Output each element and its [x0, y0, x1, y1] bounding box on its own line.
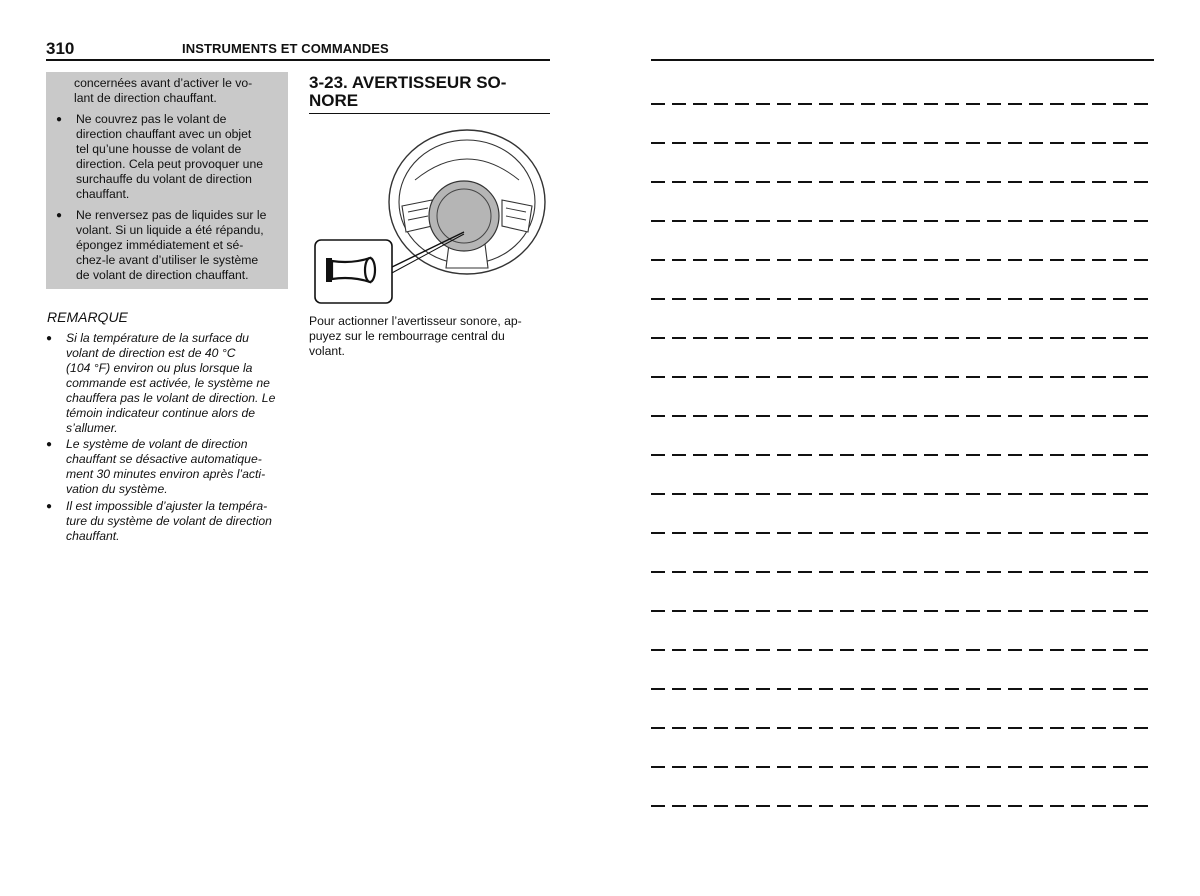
note-line [651, 571, 1154, 573]
section-rule [309, 113, 550, 114]
note-line [651, 181, 1154, 183]
note-line [651, 376, 1154, 378]
note-line [651, 298, 1154, 300]
bullet-dot: ● [46, 333, 53, 344]
right-page-top-rule [651, 59, 1154, 61]
bullet-dot: ● [56, 210, 63, 221]
note-heading: REMARQUE [47, 309, 128, 325]
note-line [651, 688, 1154, 690]
note-line [651, 493, 1154, 495]
notes-lines [651, 103, 1154, 844]
note-line [651, 220, 1154, 222]
note-line [651, 337, 1154, 339]
bullet-dot: ● [46, 501, 53, 512]
note-line [651, 610, 1154, 612]
caption: Pour actionner l’avertisseur sonore, ap- puyez sur le rembourrage central du volant. [309, 314, 522, 358]
note-line [651, 415, 1154, 417]
note-bullet-text: Il est impossible d’ajuster la tempéra- ture du système de volant de direction chauffant. [66, 499, 272, 543]
bullet-dot: ● [56, 114, 63, 125]
note-bullet-text: Si la température de la surface du volant de direction est de 40 °C (104 °F) environ ou plus lorsque la commande est activée, le système ne chauffera pas le volant de direction. Le témoin indicateur continue alors de s’allumer. [66, 331, 276, 435]
steering-wheel-horn-illustration [314, 128, 550, 308]
horn-pad [437, 189, 491, 243]
rim-top-arc [415, 159, 519, 180]
warning-bullet-text: Ne couvrez pas le volant de direction chauffant avec un objet tel qu’une housse de volant de direction. Cela peut provoquer une surchauffe du volant de direction chauffant. [76, 112, 263, 201]
horn-icon [326, 258, 375, 282]
running-title: INSTRUMENTS ET COMMANDES [182, 41, 389, 56]
note-line [651, 805, 1154, 807]
page-number: 310 [46, 39, 75, 58]
note-line [651, 649, 1154, 651]
bullet-dot: ● [46, 439, 53, 450]
section-heading: 3-23. AVERTISSEUR SO- NORE [309, 73, 507, 110]
note-line [651, 766, 1154, 768]
note-line [651, 103, 1154, 105]
warning-bullet-text: Ne renversez pas de liquides sur le volant. Si un liquide a été répandu, épongez immédiatement et sé- chez-le avant d’utiliser le système de volant de direction chauffant. [76, 208, 267, 282]
note-line [651, 454, 1154, 456]
note-line [651, 727, 1154, 729]
note-line [651, 532, 1154, 534]
note-line [651, 259, 1154, 261]
header-rule [46, 59, 550, 61]
note-bullet-text: Le système de volant de direction chauffant se désactive automatique- ment 30 minutes environ après l’acti- vation du système. [66, 437, 266, 496]
note-line [651, 142, 1154, 144]
warning-continuation: concernées avant d’activer le vo- lant de direction chauffant. [74, 76, 253, 105]
